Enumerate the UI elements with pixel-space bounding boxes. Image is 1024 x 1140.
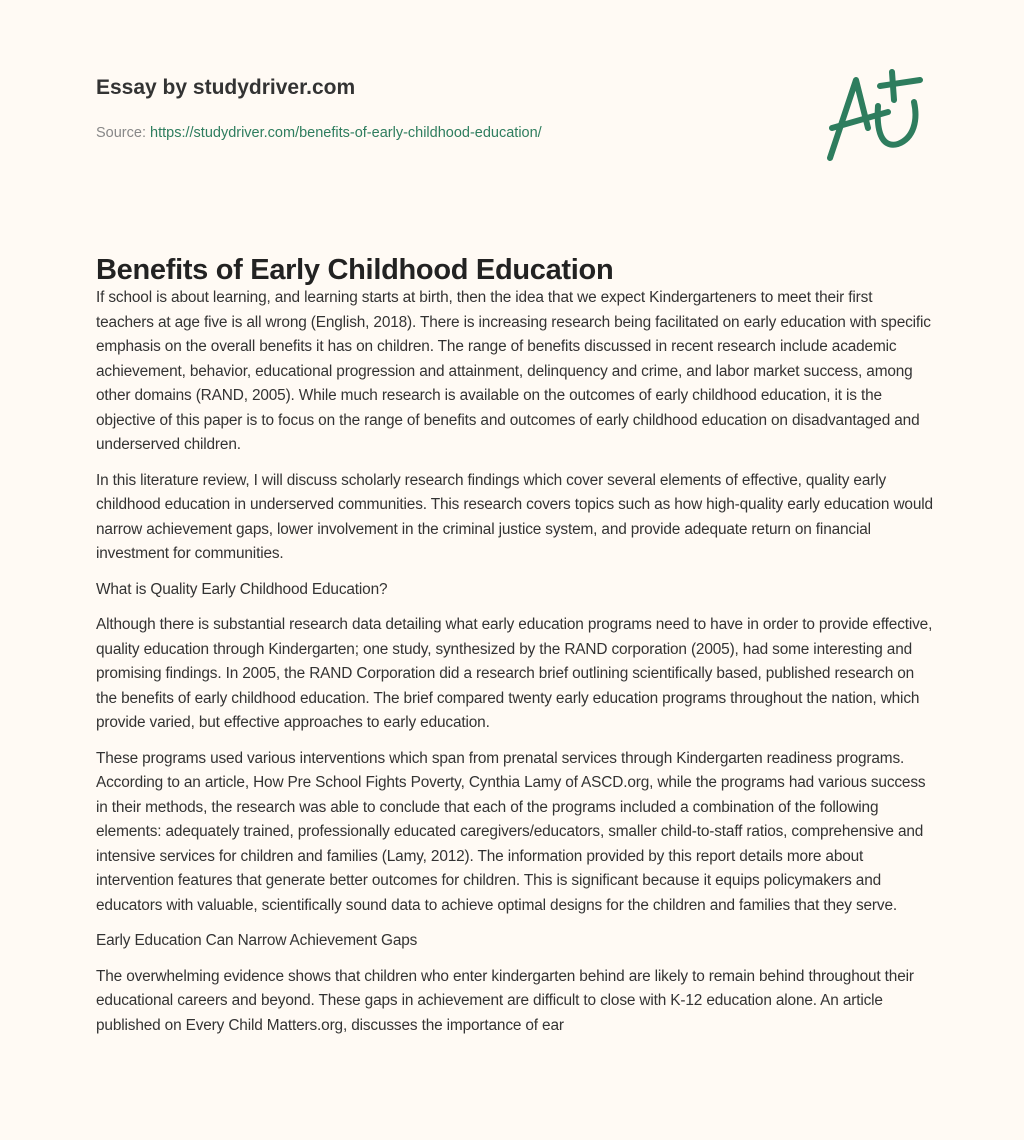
paragraph: These programs used various interventions which span from prenatal services through Kindergarten readiness programs. According to an article, How Pre School Fights Poverty, Cynthia Lamy of ASCD.org, while the programs had various success in their methods, the research was able to conclude that each of the programs included a combination of the following elements: adequately trained, professionally educated caregivers/educators, smaller child-to-staff ratios, comprehensive and intensive services for children and families (Lamy, 2012). The information provided by this report details more about intervention features that generate better outcomes for children. This is significant because it equips policymakers and educators with valuable, scientifically sound data to achieve optimal designs for the children and families that they serve. bbox=[96, 749, 926, 914]
paragraph: The overwhelming evidence shows that children who enter kindergarten behind are likely to remain behind throughout their educational careers and beyond. These gaps in achievement are difficult to close with K-12 education alone. An article published on Every Child Matters.org, discusses the importance of ear bbox=[96, 967, 914, 1034]
brand-title: Essay by studydriver.com bbox=[96, 76, 356, 99]
paragraph: In this literature review, I will discuss scholarly research findings which cover several elements of effective, quality early childhood education in underserved communities. This research covers topics such as how high-quality early education would narrow achievement gaps, lower involvement in the criminal justice system, and provide adequate return on financial investment for communities. bbox=[96, 471, 933, 562]
source-label: Source: bbox=[96, 125, 146, 141]
a-plus-logo-icon bbox=[818, 66, 928, 166]
source-line bbox=[96, 125, 542, 141]
paragraph: Although there is substantial research data detailing what early education programs need to have in order to provide effective, quality education through Kindergarten; one study, synthesized by the RAND corporation (2005), had some interesting and promising findings. In 2005, the RAND Corporation did a research brief outlining scientifically based, published research on the benefits of early childhood education. The brief compared twenty early education programs throughout the nation, which provide varied, but effective approaches to early education. bbox=[96, 616, 933, 731]
section-heading: What is Quality Early Childhood Education? bbox=[96, 580, 388, 598]
article-title: Benefits of Early Childhood Education bbox=[96, 254, 614, 286]
article-body bbox=[96, 286, 934, 1049]
section-heading: Early Education Can Narrow Achievement Gaps bbox=[96, 932, 418, 949]
source-link[interactable]: https://studydriver.com/benefits-of-early-childhood-education/ bbox=[150, 125, 542, 141]
paragraph: If school is about learning, and learning starts at birth, then the idea that we expect Kindergarteners to meet their first teachers at age five is all wrong (English, 2018). There is increasing research being facilitated on early education with specific emphasis on the overall benefits it has on children. The range of benefits discussed in recent research include academic achievement, behavior, educational progression and attainment, delinquency and crime, and labor market success, among other domains (RAND, 2005). While much research is available on the outcomes of early childhood education, it is the objective of this paper is to focus on the range of benefits and outcomes of early childhood education on disadvantaged and underserved children. bbox=[96, 289, 931, 453]
